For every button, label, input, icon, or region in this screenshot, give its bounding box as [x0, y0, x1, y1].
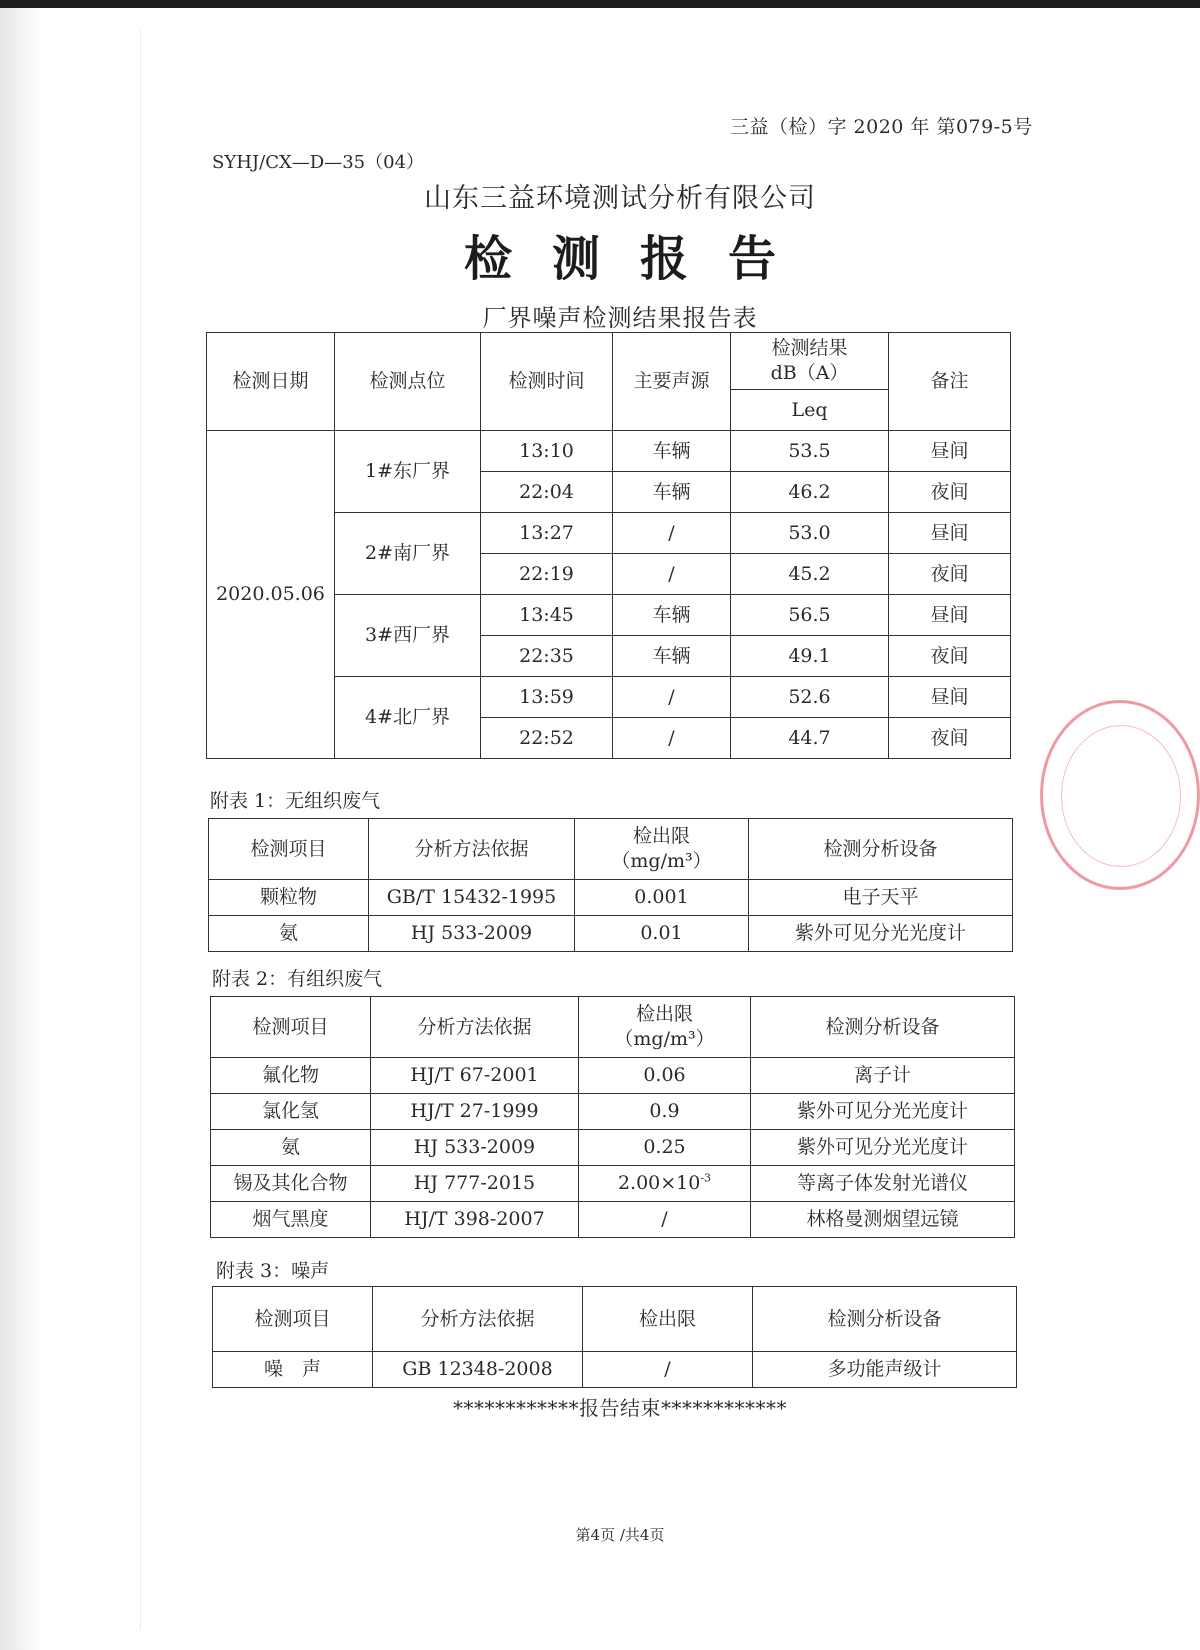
- cell-equipment: 紫外可见分光光度计: [751, 1094, 1015, 1130]
- cell-time: 22:04: [481, 472, 613, 513]
- document-number: 三益（检）字 2020 年 第079-5号: [730, 116, 1033, 138]
- header-limit-unit: （mg/m³）: [614, 1028, 715, 1050]
- header-item: 检测项目: [211, 997, 371, 1058]
- cell-item: 噪 声: [213, 1352, 373, 1388]
- cell-limit: [579, 1166, 751, 1202]
- header-equipment: 检测分析设备: [749, 819, 1013, 880]
- header-equipment: 检测分析设备: [753, 1287, 1017, 1352]
- cell-leq: 56.5: [731, 595, 889, 636]
- header-method: 分析方法依据: [369, 819, 575, 880]
- scan-top-edge: [0, 0, 1200, 8]
- cell-source: 车辆: [613, 595, 731, 636]
- table-row: [211, 1130, 1015, 1166]
- cell-method: GB 12348-2008: [373, 1352, 583, 1388]
- appendix2-table: [210, 996, 1015, 1238]
- appendix1-label: 附表 1：无组织废气: [210, 790, 381, 812]
- noise-results-table: [206, 332, 1011, 759]
- table-row: [209, 880, 1013, 916]
- cell-note: 昼间: [889, 595, 1011, 636]
- cell-item: 氟化物: [211, 1058, 371, 1094]
- table-header-row: [207, 333, 1011, 390]
- cell-source: /: [613, 718, 731, 759]
- header-limit-label: 检出限: [632, 825, 690, 848]
- cell-method: HJ 533-2009: [371, 1130, 579, 1166]
- table-row: [211, 1166, 1015, 1202]
- cell-limit: /: [583, 1352, 753, 1388]
- cell-item: 烟气黑度: [211, 1202, 371, 1238]
- table-row: [207, 431, 1011, 472]
- cell-item: 氯化氢: [211, 1094, 371, 1130]
- cell-point: 4#北厂界: [335, 677, 481, 759]
- appendix3-label: 附表 3：噪声: [216, 1260, 330, 1282]
- cell-equipment: 等离子体发射光谱仪: [751, 1166, 1015, 1202]
- cell-time: 13:45: [481, 595, 613, 636]
- cell-source: 车辆: [613, 636, 731, 677]
- cell-note: 昼间: [889, 677, 1011, 718]
- cell-time: 22:52: [481, 718, 613, 759]
- scan-binding-shadow: [0, 8, 40, 1650]
- cell-note: 昼间: [889, 431, 1011, 472]
- appendix2-label: 附表 2：有组织废气: [212, 968, 383, 990]
- report-page: [40, 8, 1200, 1650]
- header-method: 分析方法依据: [371, 997, 579, 1058]
- cell-equipment: 林格曼测烟望远镜: [751, 1202, 1015, 1238]
- header-equipment: 检测分析设备: [751, 997, 1015, 1058]
- cell-item: 颗粒物: [209, 880, 369, 916]
- cell-item: 氨: [211, 1130, 371, 1166]
- cell-equipment: 紫外可见分光光度计: [749, 916, 1013, 952]
- header-limit: [575, 819, 749, 880]
- header-note: 备注: [889, 333, 1011, 431]
- cell-point: 3#西厂界: [335, 595, 481, 677]
- cell-limit: 0.9: [579, 1094, 751, 1130]
- cell-time: 22:35: [481, 636, 613, 677]
- cell-limit: 0.25: [579, 1130, 751, 1166]
- table-row: [209, 916, 1013, 952]
- cell-method: HJ 777-2015: [371, 1166, 579, 1202]
- cell-limit: /: [579, 1202, 751, 1238]
- cell-source: /: [613, 554, 731, 595]
- cell-leq: 49.1: [731, 636, 889, 677]
- report-end-line: ************报告结束************: [453, 1396, 787, 1420]
- table-row: [213, 1352, 1017, 1388]
- cell-point: 1#东厂界: [335, 431, 481, 513]
- company-name: 山东三益环境测试分析有限公司: [424, 183, 816, 214]
- table-row: [211, 1058, 1015, 1094]
- cell-method: GB/T 15432-1995: [369, 880, 575, 916]
- cell-leq: 53.5: [731, 431, 889, 472]
- cell-note: 夜间: [889, 554, 1011, 595]
- header-limit-label: 检出限: [635, 1003, 693, 1026]
- cell-equipment: 紫外可见分光光度计: [751, 1130, 1015, 1166]
- cell-leq: 46.2: [731, 472, 889, 513]
- table-header-row: [213, 1287, 1017, 1352]
- header-limit: 检出限: [583, 1287, 753, 1352]
- form-code: SYHJ/CX—D—35（04）: [212, 152, 425, 173]
- header-date: 检测日期: [207, 333, 335, 431]
- cell-source: /: [613, 513, 731, 554]
- table-title: 厂界噪声检测结果报告表: [482, 304, 758, 332]
- cell-method: HJ 533-2009: [369, 916, 575, 952]
- table-header-row: [209, 819, 1013, 880]
- table-row: [211, 1202, 1015, 1238]
- cell-note: 夜间: [889, 718, 1011, 759]
- cell-leq: 53.0: [731, 513, 889, 554]
- header-method: 分析方法依据: [373, 1287, 583, 1352]
- cell-equipment: 离子计: [751, 1058, 1015, 1094]
- cell-equipment: 电子天平: [749, 880, 1013, 916]
- header-time: 检测时间: [481, 333, 613, 431]
- cell-note: 昼间: [889, 513, 1011, 554]
- cell-source: /: [613, 677, 731, 718]
- cell-source: 车辆: [613, 472, 731, 513]
- cell-equipment: 多功能声级计: [753, 1352, 1017, 1388]
- cell-leq: 52.6: [731, 677, 889, 718]
- cell-limit: 0.001: [575, 880, 749, 916]
- cell-date: 2020.05.06: [207, 431, 335, 759]
- header-leq: Leq: [731, 390, 889, 431]
- header-result-unit: dB（A）: [770, 362, 849, 384]
- cell-note: 夜间: [889, 636, 1011, 677]
- cell-item: 锡及其化合物: [211, 1166, 371, 1202]
- header-source: 主要声源: [613, 333, 731, 431]
- limit-exponent: -3: [700, 1171, 712, 1185]
- limit-mantissa: 2.00×10: [617, 1172, 701, 1195]
- cell-time: 13:27: [481, 513, 613, 554]
- seal-inner-ring: [1061, 725, 1181, 867]
- cell-method: HJ/T 27-1999: [371, 1094, 579, 1130]
- cell-point: 2#南厂界: [335, 513, 481, 595]
- header-limit: [579, 997, 751, 1058]
- cell-limit: 0.01: [575, 916, 749, 952]
- header-point: 检测点位: [335, 333, 481, 431]
- appendix3-table: [212, 1286, 1017, 1388]
- header-item: 检测项目: [213, 1287, 373, 1352]
- report-title: 检测报告: [463, 231, 816, 287]
- red-seal-stamp: [1040, 700, 1200, 890]
- header-result-label: 检测结果: [771, 337, 848, 360]
- cell-method: HJ/T 67-2001: [371, 1058, 579, 1094]
- cell-leq: 45.2: [731, 554, 889, 595]
- cell-item: 氨: [209, 916, 369, 952]
- appendix1-table: [208, 818, 1013, 952]
- cell-note: 夜间: [889, 472, 1011, 513]
- cell-time: 13:10: [481, 431, 613, 472]
- cell-time: 22:19: [481, 554, 613, 595]
- header-limit-unit: （mg/m³）: [611, 850, 712, 872]
- page-number: 第4页 /共4页: [575, 1526, 665, 1544]
- cell-leq: 44.7: [731, 718, 889, 759]
- cell-source: 车辆: [613, 431, 731, 472]
- cell-limit: 0.06: [579, 1058, 751, 1094]
- table-header-row: [211, 997, 1015, 1058]
- table-row: [211, 1094, 1015, 1130]
- cell-method: HJ/T 398-2007: [371, 1202, 579, 1238]
- header-item: 检测项目: [209, 819, 369, 880]
- header-result: [731, 333, 889, 390]
- cell-time: 13:59: [481, 677, 613, 718]
